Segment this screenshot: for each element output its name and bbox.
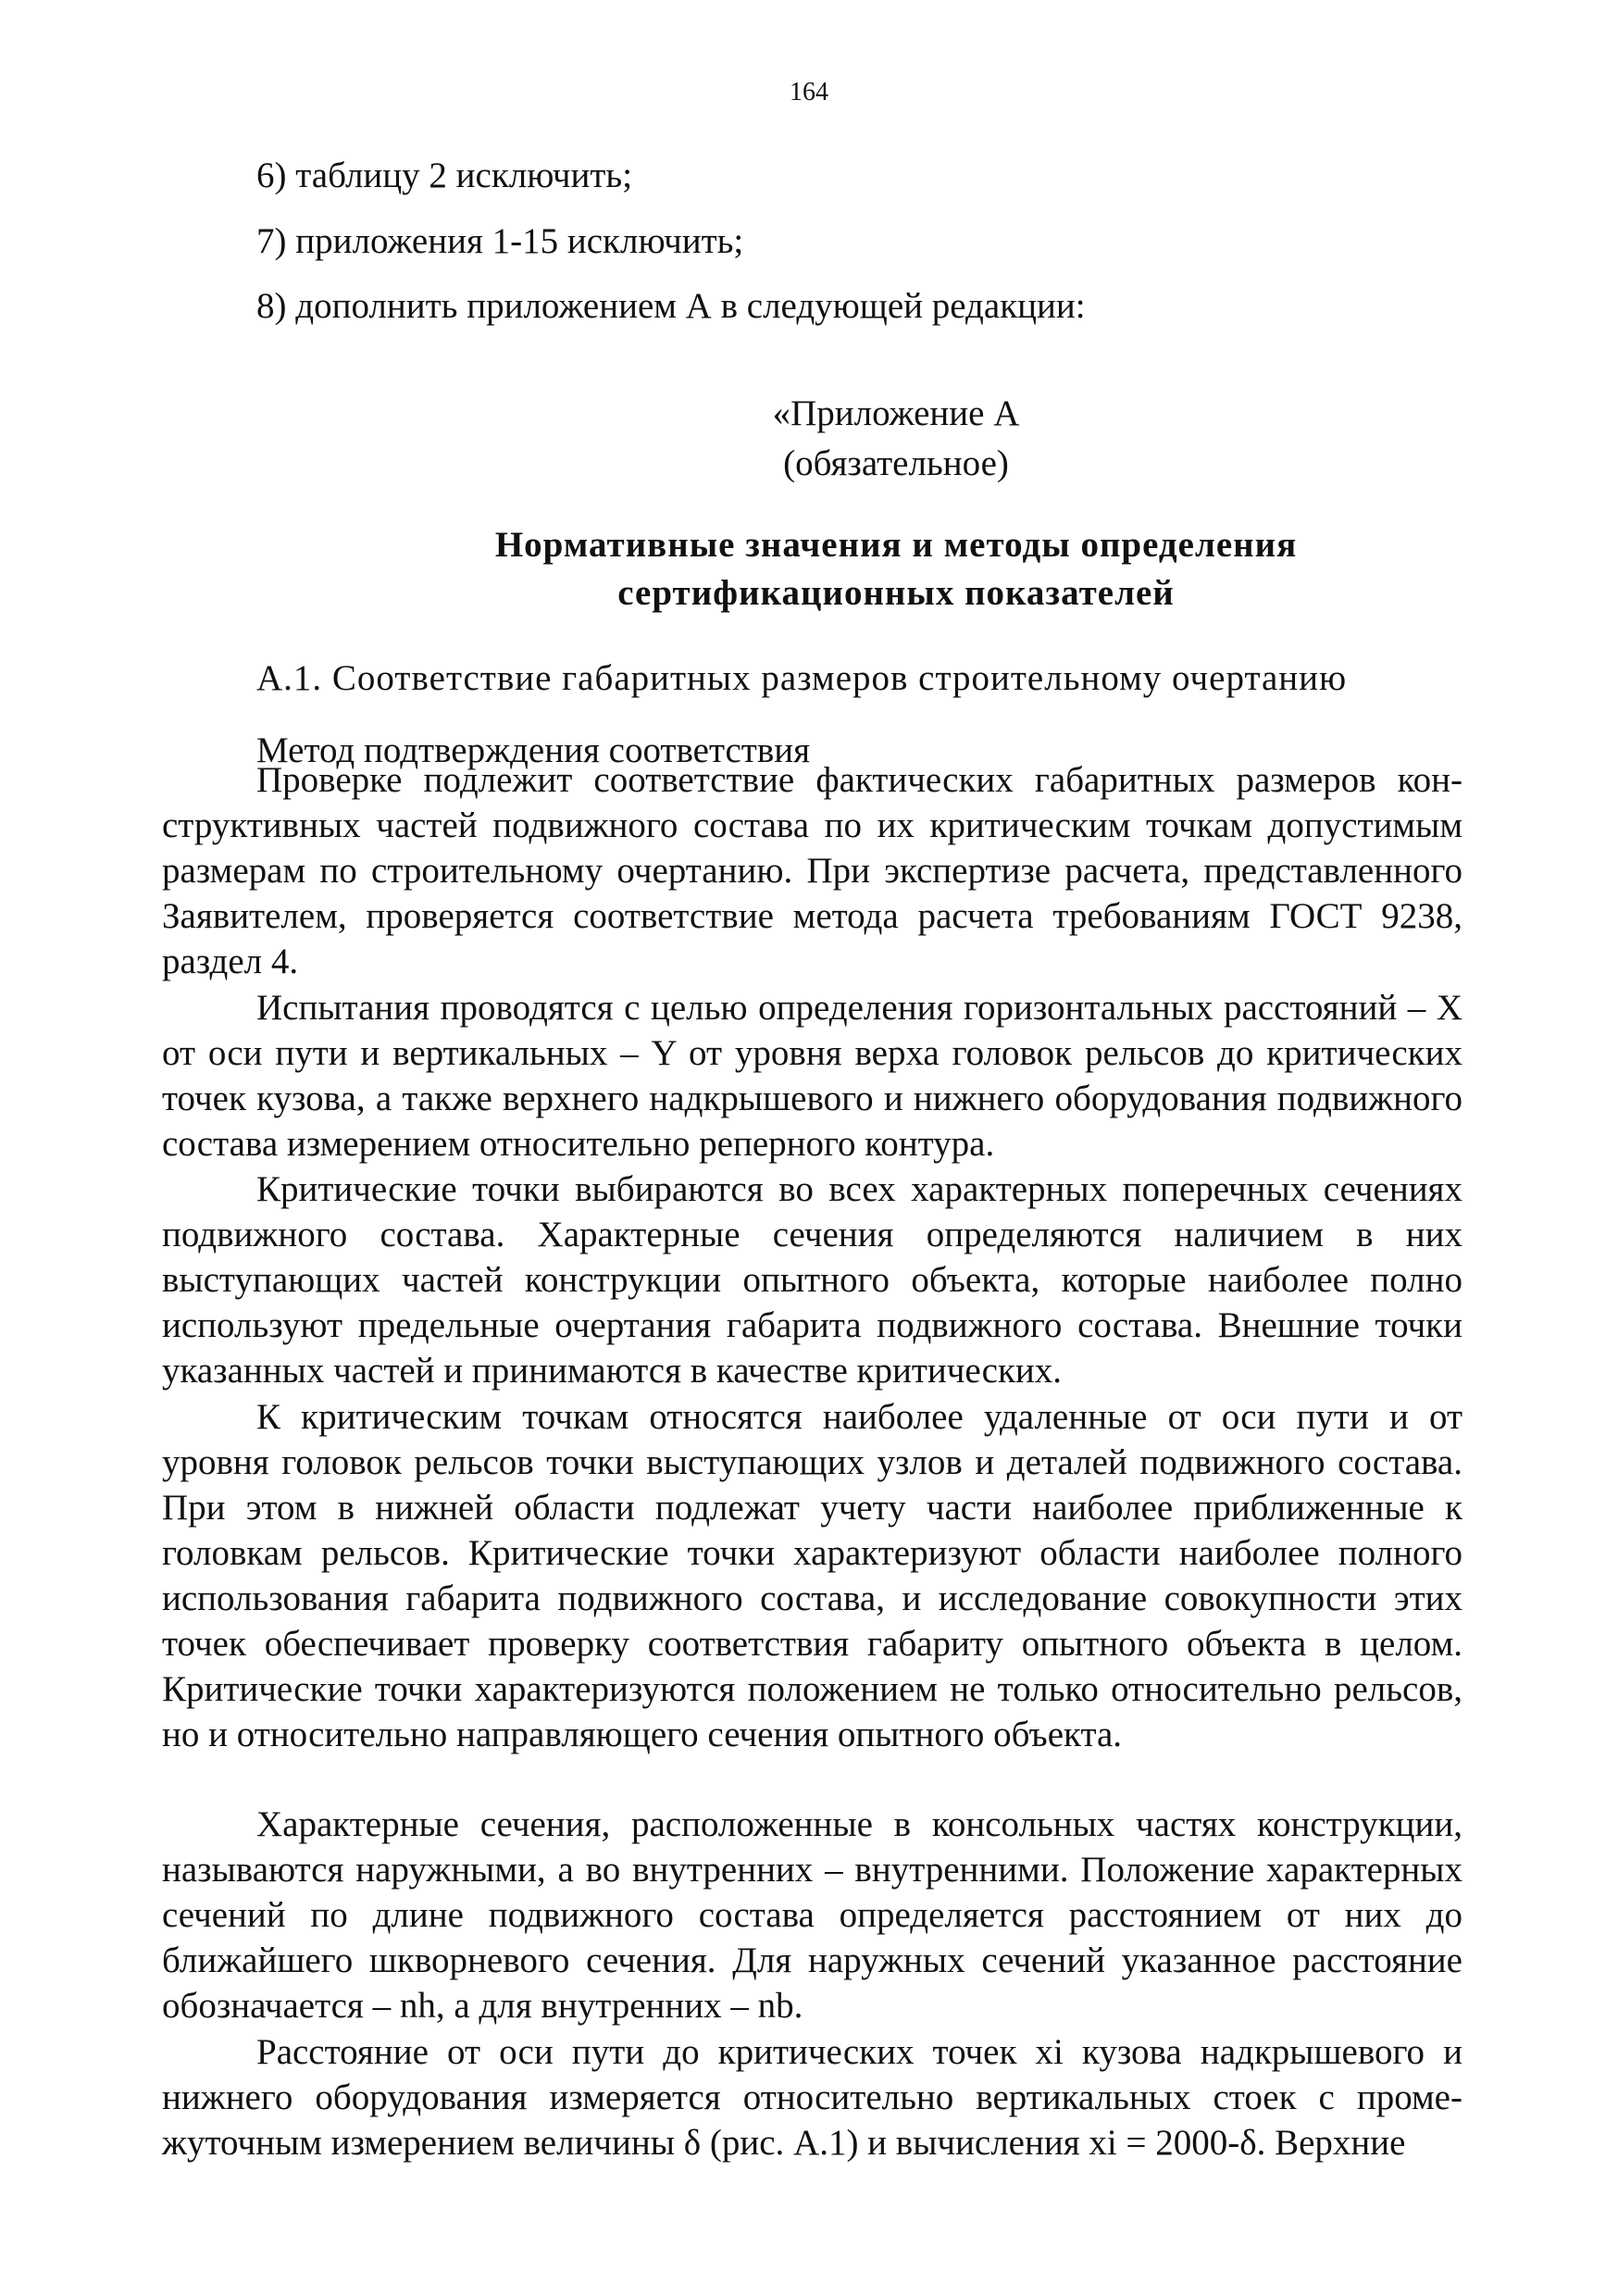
appendix-heading-line2: сертификационных показателей	[617, 573, 1175, 613]
amendment-item-6: 6) таблицу 2 исключить;	[256, 156, 633, 195]
paragraph-5: Характерные сечения, расположенные в консольных частях конструкции, называются наружными, а во внутренних – внутренними. Положение характерных сечений по длине подвижного состава определяется расстоянием от них до ближайшего шкворневого сечения. Для наружных сечений указанное расстояние обозначается – nh, а для внутренних – nb.	[162, 1804, 1462, 2026]
page-number: 164	[790, 78, 828, 106]
appendix-status: (обязательное)	[783, 443, 1009, 483]
appendix-heading-line1: Нормативные значения и методы определения	[494, 525, 1298, 565]
paragraph-6: Расстояние от оси пути до критических точек xi кузова надкрышевого и нижнего оборудования измеряется относительно вертикальных стоек с промежуточным измерением величины δ (рис. А.1) и вычисления xi = 2000-δ. Верхние	[162, 2032, 1462, 2163]
paragraph-2: Испытания проводятся с целью определения горизонтальных расстояний – X от оси пути и вертикальных – Y от уровня верха головок рельсов до критических точек кузова, а также верхнего надкрышевого и нижнего оборудования подвижного состава измерением относительно реперного контура.	[162, 988, 1462, 1164]
section-heading: А.1. Соответствие габаритных размеров строительному очертанию	[256, 658, 1348, 698]
amendment-item-8: 8) дополнить приложением А в следующей редакции:	[256, 286, 1086, 326]
appendix-title: «Приложение А	[772, 393, 1020, 433]
method-label: Метод подтверждения соответствия	[256, 730, 811, 770]
paragraph-1: Проверке подлежит соответствие фактических габаритных размеров конструктивных частей подвижного состава по их критическим точкам допустимым размерам по строительному очертанию. При экспертизе расчета, представленного Заявителем, проверяется соответствие метода расчета требованиям ГОСТ 9238, раздел 4.	[162, 760, 1462, 981]
paragraph-4: К критическим точкам относятся наиболее удаленные от оси пути и от уровня головок рельсов точки выступающих узлов и деталей подвижного состава. При этом в нижней области подлежат учету части наиболее приближенные к головкам рельсов. Критические точки характеризуют области наиболее полного использования габарита подвижного состава, и исследование совокупности этих точек обеспечивает проверку соответствия габариту опытного объекта в целом. Критические точки характеризуются положением не только относительно рельсов, но и относительно направляющего сечения опытного объекта.	[162, 1397, 1462, 1754]
paragraph-3: Критические точки выбираются во всех характерных поперечных сечениях подвижного состава. Характерные сечения определяются наличием в них выступающих частей конструкции опытного объекта, которые наиболее полно используют предельные очертания габарита подвижного состава. Внешние точки указанных частей и принимаются в качестве критических.	[162, 1169, 1462, 1391]
amendment-item-7: 7) приложения 1-15 исключить;	[256, 221, 744, 261]
